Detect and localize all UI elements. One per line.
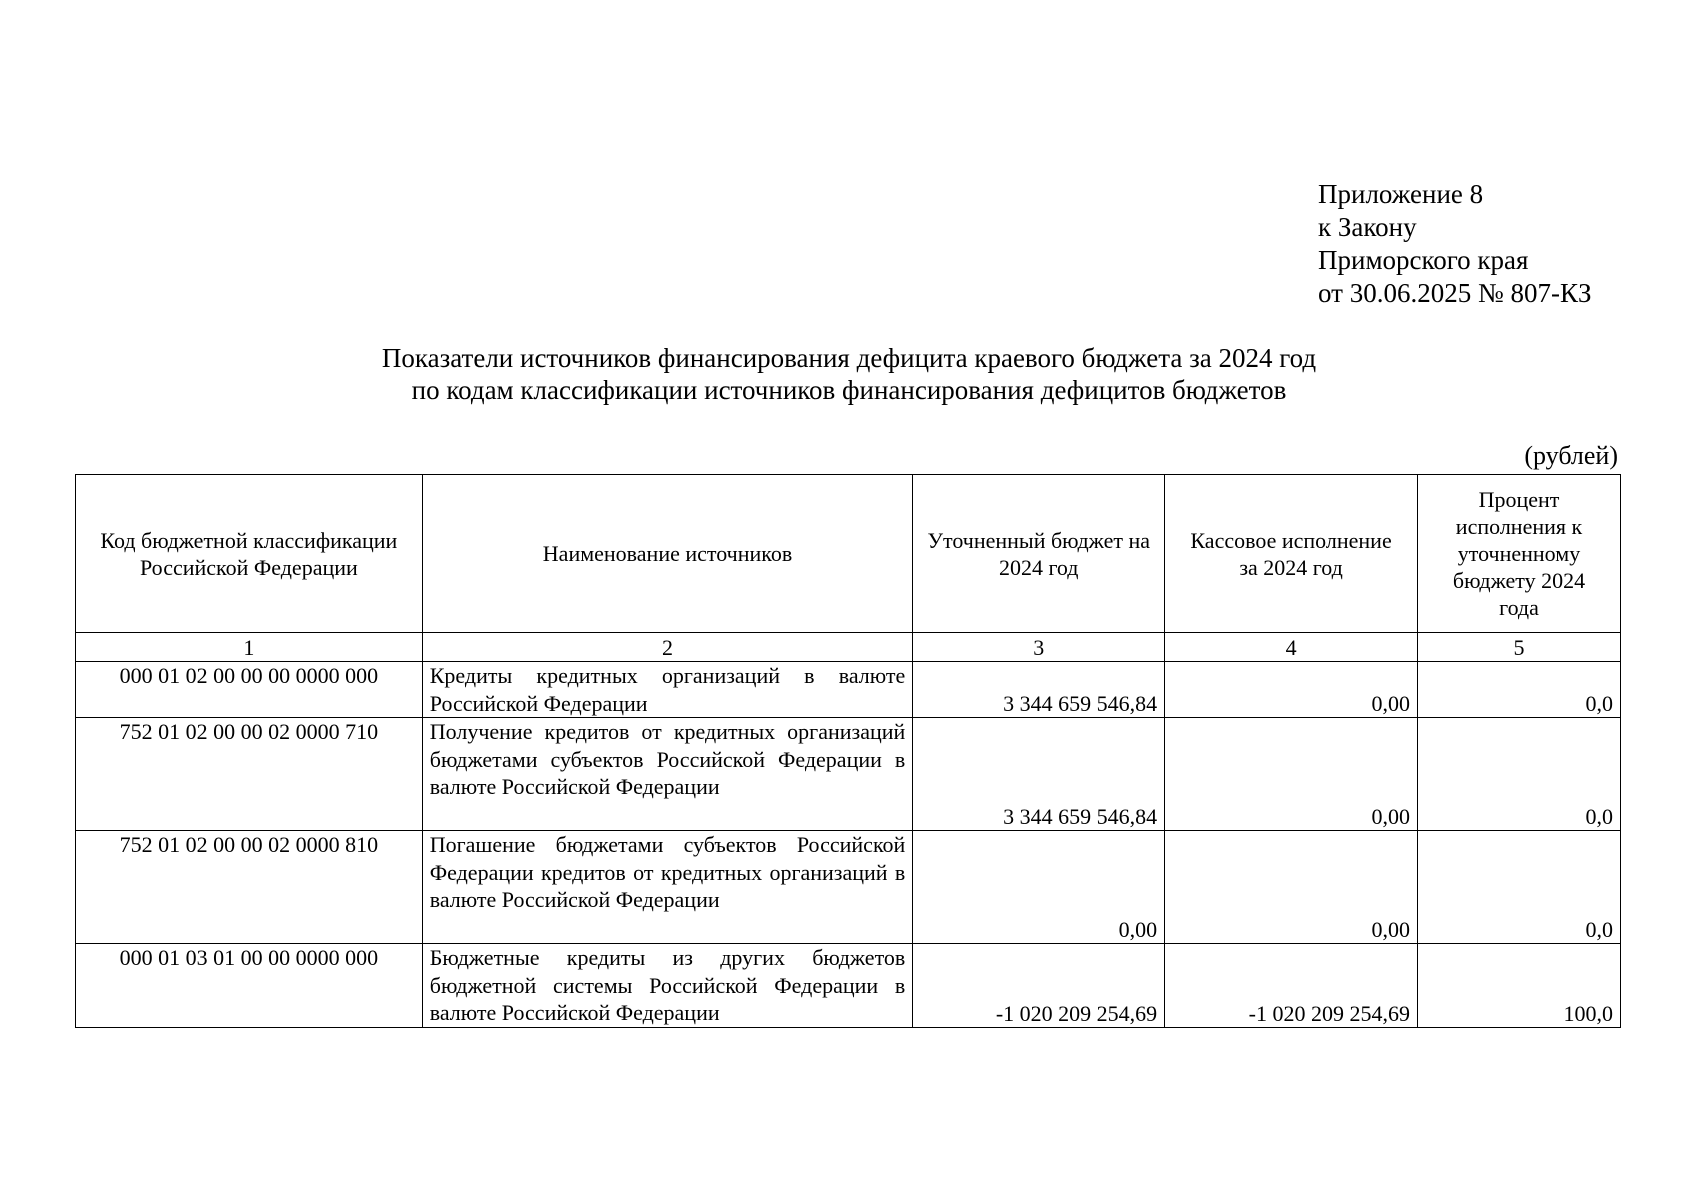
annex-line-1: Приложение 8 xyxy=(1318,179,1484,209)
unit-label: (рублей) xyxy=(1524,441,1618,470)
table-row xyxy=(76,718,1621,831)
row-execution: 0,00 xyxy=(1165,718,1418,831)
annex-block xyxy=(1318,178,1591,310)
row-budget: -1 020 209 254,69 xyxy=(913,944,1165,1028)
annex-line-4: от 30.06.2025 № 807-КЗ xyxy=(1318,278,1592,308)
table-row xyxy=(76,831,1621,944)
row-percent: 0,0 xyxy=(1418,662,1621,718)
header-percent: Процент исполнения к уточненному бюджету 2024 года xyxy=(1418,475,1621,633)
annex-line-2: к Закону xyxy=(1318,212,1417,242)
row-budget: 3 344 659 546,84 xyxy=(913,718,1165,831)
column-number: 3 xyxy=(913,633,1165,662)
row-name: Кредиты кредитных организаций в валюте Российской Федерации xyxy=(422,662,913,718)
financing-sources-table xyxy=(75,474,1621,1028)
table-row xyxy=(76,944,1621,1028)
row-name: Погашение бюджетами субъектов Российской Федерации кредитов от кредитных организаций в валюте Российской Федерации xyxy=(422,831,913,944)
header-name: Наименование источников xyxy=(422,475,913,633)
row-execution: -1 020 209 254,69 xyxy=(1165,944,1418,1028)
row-code: 000 01 03 01 00 00 0000 000 xyxy=(76,944,423,1028)
column-number: 1 xyxy=(76,633,423,662)
row-execution: 0,00 xyxy=(1165,831,1418,944)
row-name: Бюджетные кредиты из других бюджетов бюджетной системы Российской Федерации в валюте Российской Федерации xyxy=(422,944,913,1028)
row-code: 752 01 02 00 00 02 0000 810 xyxy=(76,831,423,944)
header-code: Код бюджетной классификации Российской Федерации xyxy=(76,475,423,633)
row-percent: 100,0 xyxy=(1418,944,1621,1028)
table-header-row xyxy=(76,475,1621,633)
column-number-row xyxy=(76,633,1621,662)
title-line-2: по кодам классификации источников финансирования дефицитов бюджетов xyxy=(411,375,1287,405)
row-code: 752 01 02 00 00 02 0000 710 xyxy=(76,718,423,831)
row-budget: 3 344 659 546,84 xyxy=(913,662,1165,718)
row-code: 000 01 02 00 00 00 0000 000 xyxy=(76,662,423,718)
document-title xyxy=(0,342,1698,406)
column-number: 4 xyxy=(1165,633,1418,662)
annex-line-3: Приморского края xyxy=(1318,245,1529,275)
header-execution: Кассовое исполнение за 2024 год xyxy=(1165,475,1418,633)
row-budget: 0,00 xyxy=(913,831,1165,944)
header-budget: Уточненный бюджет на 2024 год xyxy=(913,475,1165,633)
title-line-1: Показатели источников финансирования дефицита краевого бюджета за 2024 год xyxy=(381,343,1317,373)
row-execution: 0,00 xyxy=(1165,662,1418,718)
table-row xyxy=(76,662,1621,718)
row-percent: 0,0 xyxy=(1418,718,1621,831)
row-name: Получение кредитов от кредитных организаций бюджетами субъектов Российской Федерации в валюте Российской Федерации xyxy=(422,718,913,831)
row-percent: 0,0 xyxy=(1418,831,1621,944)
column-number: 5 xyxy=(1418,633,1621,662)
column-number: 2 xyxy=(422,633,913,662)
